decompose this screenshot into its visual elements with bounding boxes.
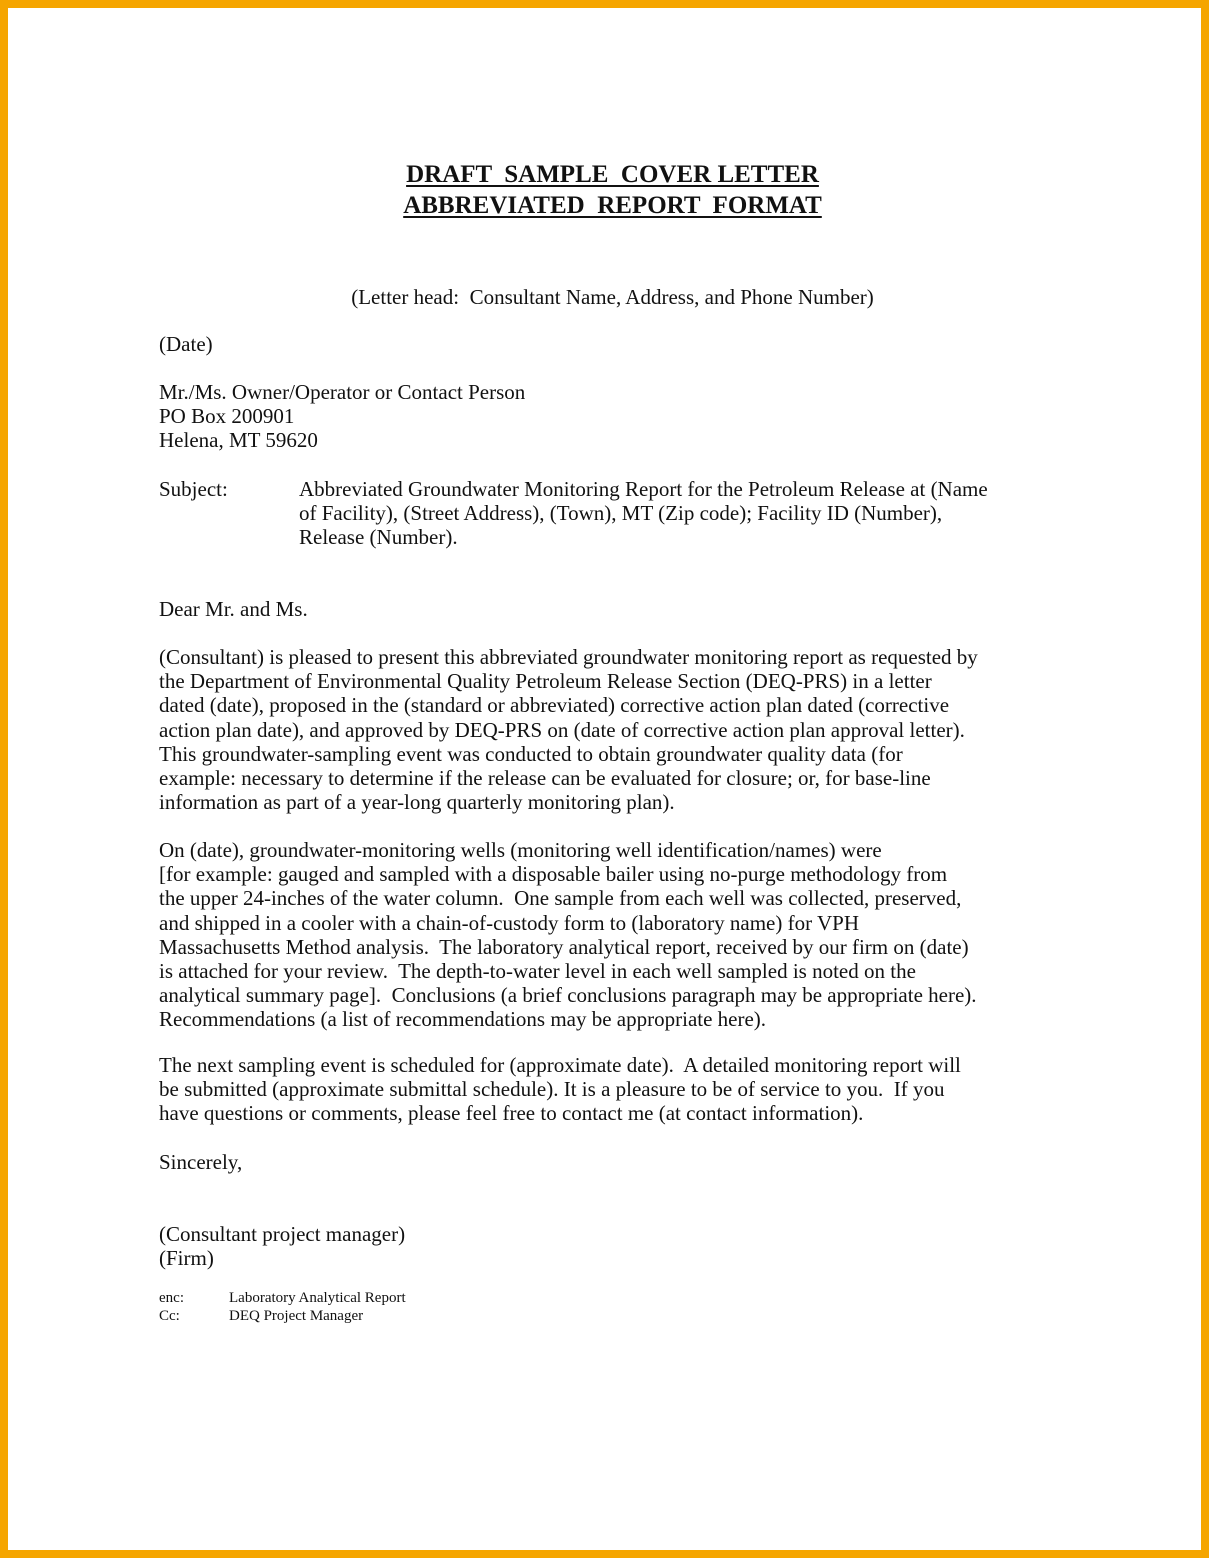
paragraph-line: (Consultant) is pleased to present this abbreviated groundwater monitoring report as requested by: [159, 645, 978, 669]
enclosure-label: enc:: [159, 1290, 184, 1306]
subject-line-2: of Facility), (Street Address), (Town), MT (Zip code); Facility ID (Number),: [299, 501, 943, 525]
subject-label: Subject:: [159, 477, 228, 501]
title-line-1: DRAFT SAMPLE COVER LETTER: [406, 161, 819, 188]
paragraph-line: analytical summary page]. Conclusions (a brief conclusions paragraph may be appropriate here).: [159, 983, 977, 1008]
paragraph-line: Massachusetts Method analysis. The laboratory analytical report, received by our firm on (date): [159, 934, 969, 959]
paragraph-line: The next sampling event is scheduled for (approximate date). A detailed monitoring report will: [159, 1053, 961, 1077]
letterhead-placeholder: (Letter head: Consultant Name, Address, and Phone Number): [351, 285, 874, 309]
address-line-3: Helena, MT 59620: [159, 428, 318, 452]
paragraph-3: [159, 1053, 961, 1126]
paragraph-line: action plan date), and approved by DEQ-PRS on (date of corrective action plan approval letter).: [159, 717, 965, 742]
subject-line-3: Release (Number).: [299, 525, 458, 549]
paragraph-line: This groundwater-sampling event was conducted to obtain groundwater quality data (for: [159, 741, 903, 766]
paragraph-2: [159, 838, 977, 1032]
salutation: Dear Mr. and Ms.: [159, 597, 308, 621]
paragraph-line: the upper 24-inches of the water column. One sample from each well was collected, preserved,: [159, 886, 962, 911]
paragraph-line: and shipped in a cooler with a chain-of-custody form to (laboratory name) for VPH: [159, 910, 859, 935]
paragraph-line: be submitted (approximate submittal schedule). It is a pleasure to be of service to you. If you: [159, 1077, 945, 1102]
enclosure-value: Laboratory Analytical Report: [229, 1290, 406, 1306]
paragraph-line: example: necessary to determine if the release can be evaluated for closure; or, for base-line: [159, 766, 931, 791]
date-placeholder: (Date): [159, 332, 213, 356]
signature-line-2: (Firm): [159, 1246, 214, 1270]
paragraph-1: [159, 645, 978, 814]
paragraph-line: is attached for your review. The depth-to-water level in each well sampled is noted on the: [159, 959, 916, 984]
paragraph-line: have questions or comments, please feel free to contact me (at contact information).: [159, 1101, 864, 1126]
address-line-2: PO Box 200901: [159, 404, 295, 428]
cc-value: DEQ Project Manager: [229, 1308, 364, 1324]
closing: Sincerely,: [159, 1150, 243, 1174]
address-line-1: Mr./Ms. Owner/Operator or Contact Person: [159, 380, 526, 404]
paragraph-line: [for example: gauged and sampled with a disposable bailer using no-purge methodology from: [159, 862, 948, 887]
paragraph-line: information as part of a year-long quarterly monitoring plan).: [159, 790, 675, 815]
subject-line-1: Abbreviated Groundwater Monitoring Report for the Petroleum Release at (Name: [299, 477, 988, 501]
signature-line-1: (Consultant project manager): [159, 1222, 406, 1246]
paragraph-line: dated (date), proposed in the (standard or abbreviated) corrective action plan dated (corrective: [159, 693, 950, 718]
paragraph-line: On (date), groundwater-monitoring wells (monitoring well identification/names) were: [159, 838, 882, 862]
cc-label: Cc:: [159, 1308, 180, 1324]
title-line-2: ABBREVIATED REPORT FORMAT: [403, 192, 822, 219]
paragraph-line: Recommendations (a list of recommendations may be appropriate here).: [159, 1007, 767, 1032]
paragraph-line: the Department of Environmental Quality Petroleum Release Section (DEQ-PRS) in a letter: [159, 669, 932, 694]
